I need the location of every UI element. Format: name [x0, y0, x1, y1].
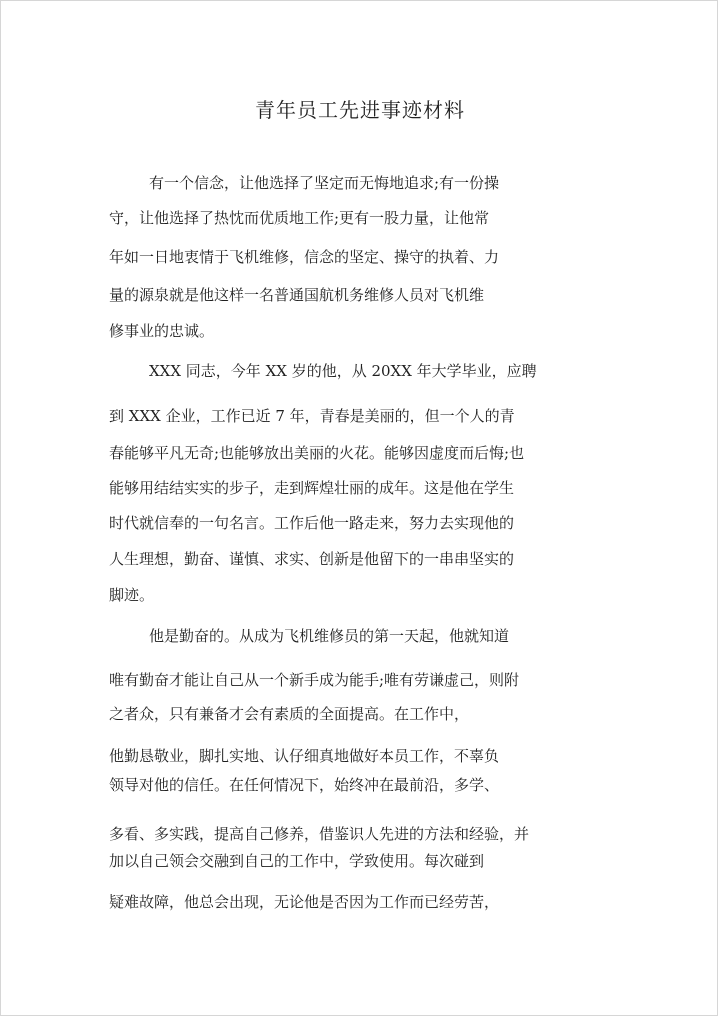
paragraph-line: 领导对他的信任。在任何情况下，始终冲在最前沿，多学、 [109, 776, 500, 794]
paragraph-line: 量的源泉就是他这样一名普通国航机务维修人员对飞机维 [109, 286, 485, 304]
paragraph-line: 他是勤奋的。从成为飞机维修员的第一天起，他就知道 [149, 627, 510, 645]
paragraph-line: 疑难故障，他总会出现，无论他是否因为工作而已经劳苦， [109, 893, 500, 911]
paragraph-line: 守，让他选择了热忱而优质地工作;更有一股力量，让他常 [109, 209, 490, 227]
paragraph-line: 时代就信奉的一句名言。工作后他一路走来，努力去实现他的 [109, 514, 515, 532]
paragraph-line: 他勤恳敬业，脚扎实地、认仔细真地做好本员工作，不辜负 [109, 747, 500, 765]
paragraph-line: 年如一日地衷情于飞机维修，信念的坚定、操守的执着、力 [109, 248, 500, 266]
paragraph-line: 春能够平凡无奇;也能够放出美丽的火花。能够因虚度而后悔;也 [109, 444, 525, 462]
paragraph-line: 修事业的忠诚。 [109, 322, 215, 340]
paragraph-line: 有一个信念，让他选择了坚定而无悔地追求;有一份操 [149, 174, 500, 192]
paragraph-line: 之者众，只有兼备才会有素质的全面提高。在工作中， [109, 705, 470, 723]
paragraph-line: 能够用结结实实的步子，走到辉煌壮丽的成年。这是他在学生 [109, 479, 515, 497]
paragraph-line: 加以自己领会交融到自己的工作中，学致使用。每次碰到 [109, 852, 485, 870]
paragraph-line: 脚迹。 [109, 586, 155, 604]
paragraph-line: 多看、多实践，提高自己修养，借鉴识人先进的方法和经验，并 [109, 825, 530, 843]
paragraph-line: XXX 同志，今年 XX 岁的他，从 20XX 年大学毕业，应聘 [149, 362, 537, 380]
paragraph-line: 人生理想，勤奋、谨慎、求实、创新是他留下的一串串坚实的 [109, 550, 515, 568]
paragraph-line: 唯有勤奋才能让自己从一个新手成为能手;唯有劳谦虚己，则附 [109, 671, 520, 689]
document-title: 青年员工先进事迹材料 [255, 98, 465, 122]
paragraph-line: 到 XXX 企业，工作已近 7 年，青春是美丽的，但一个人的青 [109, 407, 515, 425]
